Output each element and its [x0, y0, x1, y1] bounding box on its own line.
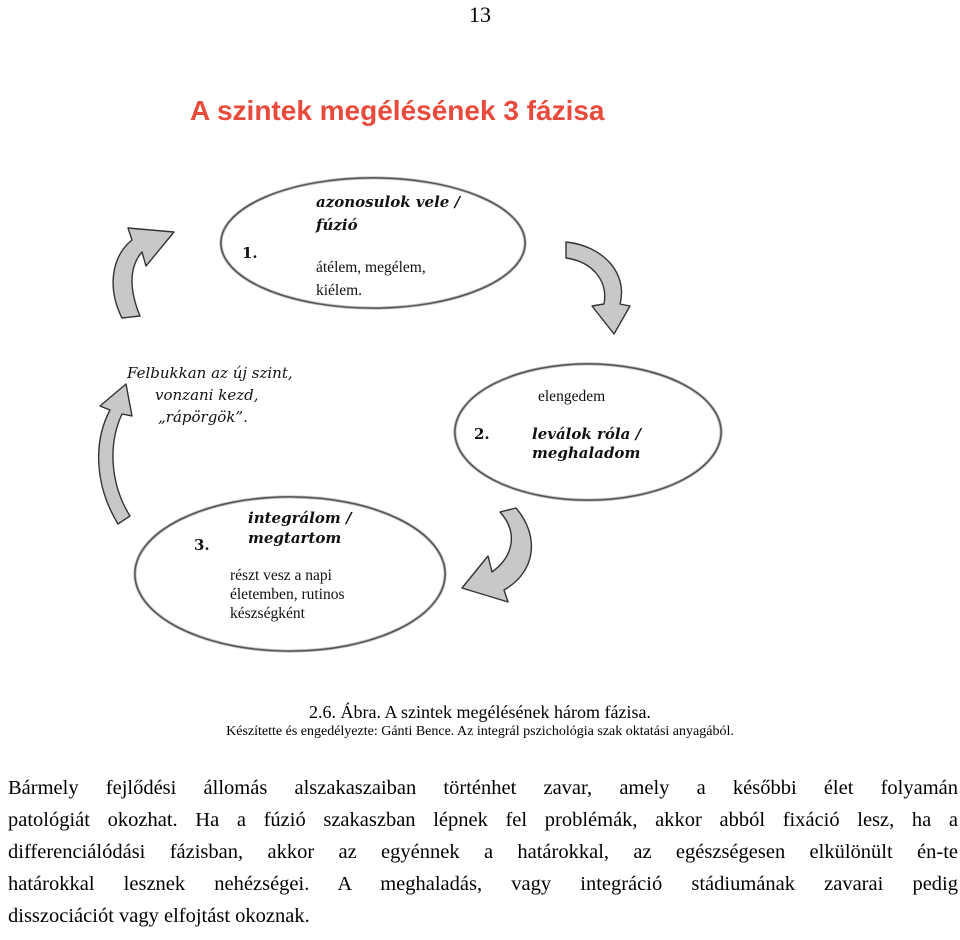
phase1-desc-line2: kiélem.: [316, 282, 363, 299]
body-line-2: patológiát okozhat. Ha a fúzió szakaszban lépnek fel problémák, akkor abból fixáció lesz, ha a: [8, 809, 958, 831]
body-line-4: határokkal lesznek nehézségei. A meghaladás, vagy integráció stádiumának zavarai pedig: [8, 873, 958, 895]
phase3-number: 3.: [194, 536, 210, 554]
side-note-line3: „rápörgök”.: [158, 408, 248, 426]
body-line-5: disszociációt vagy elfojtást okoznak.: [8, 905, 310, 927]
phase3-heading-line1: integrálom /: [248, 509, 352, 527]
arrow-top-left: [113, 228, 174, 318]
figure-caption: 2.6. Ábra. A szintek megélésének három fázisa.: [309, 702, 651, 722]
arrow-left-side: [99, 384, 132, 524]
phase3-heading-line2: megtartom: [248, 529, 342, 547]
phase3-desc-line2: életemben, rutinos: [230, 586, 345, 603]
arrow-bottom-right: [462, 508, 531, 602]
phase1-number: 1.: [242, 244, 258, 262]
page-number: 13: [469, 2, 491, 27]
body-paragraph: [8, 772, 958, 932]
phase3-desc-line1: részt vesz a napi: [230, 567, 332, 584]
side-note-line1: Felbukkan az új szint,: [127, 364, 293, 382]
diagram-title: A szintek megélésének 3 fázisa: [190, 95, 605, 126]
figure-credit: Készítette és engedélyezte: Gánti Bence. Az integrál pszichológia szak oktatási anyagából.: [226, 724, 734, 739]
phase2-number: 2.: [474, 425, 490, 443]
phase2-top-label: elengedem: [538, 388, 606, 405]
body-line-3: differenciálódási fázisban, akkor az egyénnek a határokkal, az egészségesen elkülönült én-te: [8, 841, 958, 863]
phase1-desc-line1: átélem, megélem,: [316, 259, 426, 276]
phase2-heading-line1: leválok róla /: [532, 425, 642, 443]
body-line-1: Bármely fejlődési állomás alszakaszaiban történhet zavar, amely a későbbi élet folyamán: [8, 777, 958, 799]
phase2-heading-line2: meghaladom: [532, 444, 641, 462]
arrow-top-right: [566, 242, 630, 334]
phase1-heading-line1: azonosulok vele /: [316, 193, 461, 211]
phase1-heading-line2: fúzió: [316, 216, 358, 234]
phase3-desc-line3: készségként: [230, 605, 305, 622]
side-note-line2: vonzani kezd,: [155, 386, 259, 404]
